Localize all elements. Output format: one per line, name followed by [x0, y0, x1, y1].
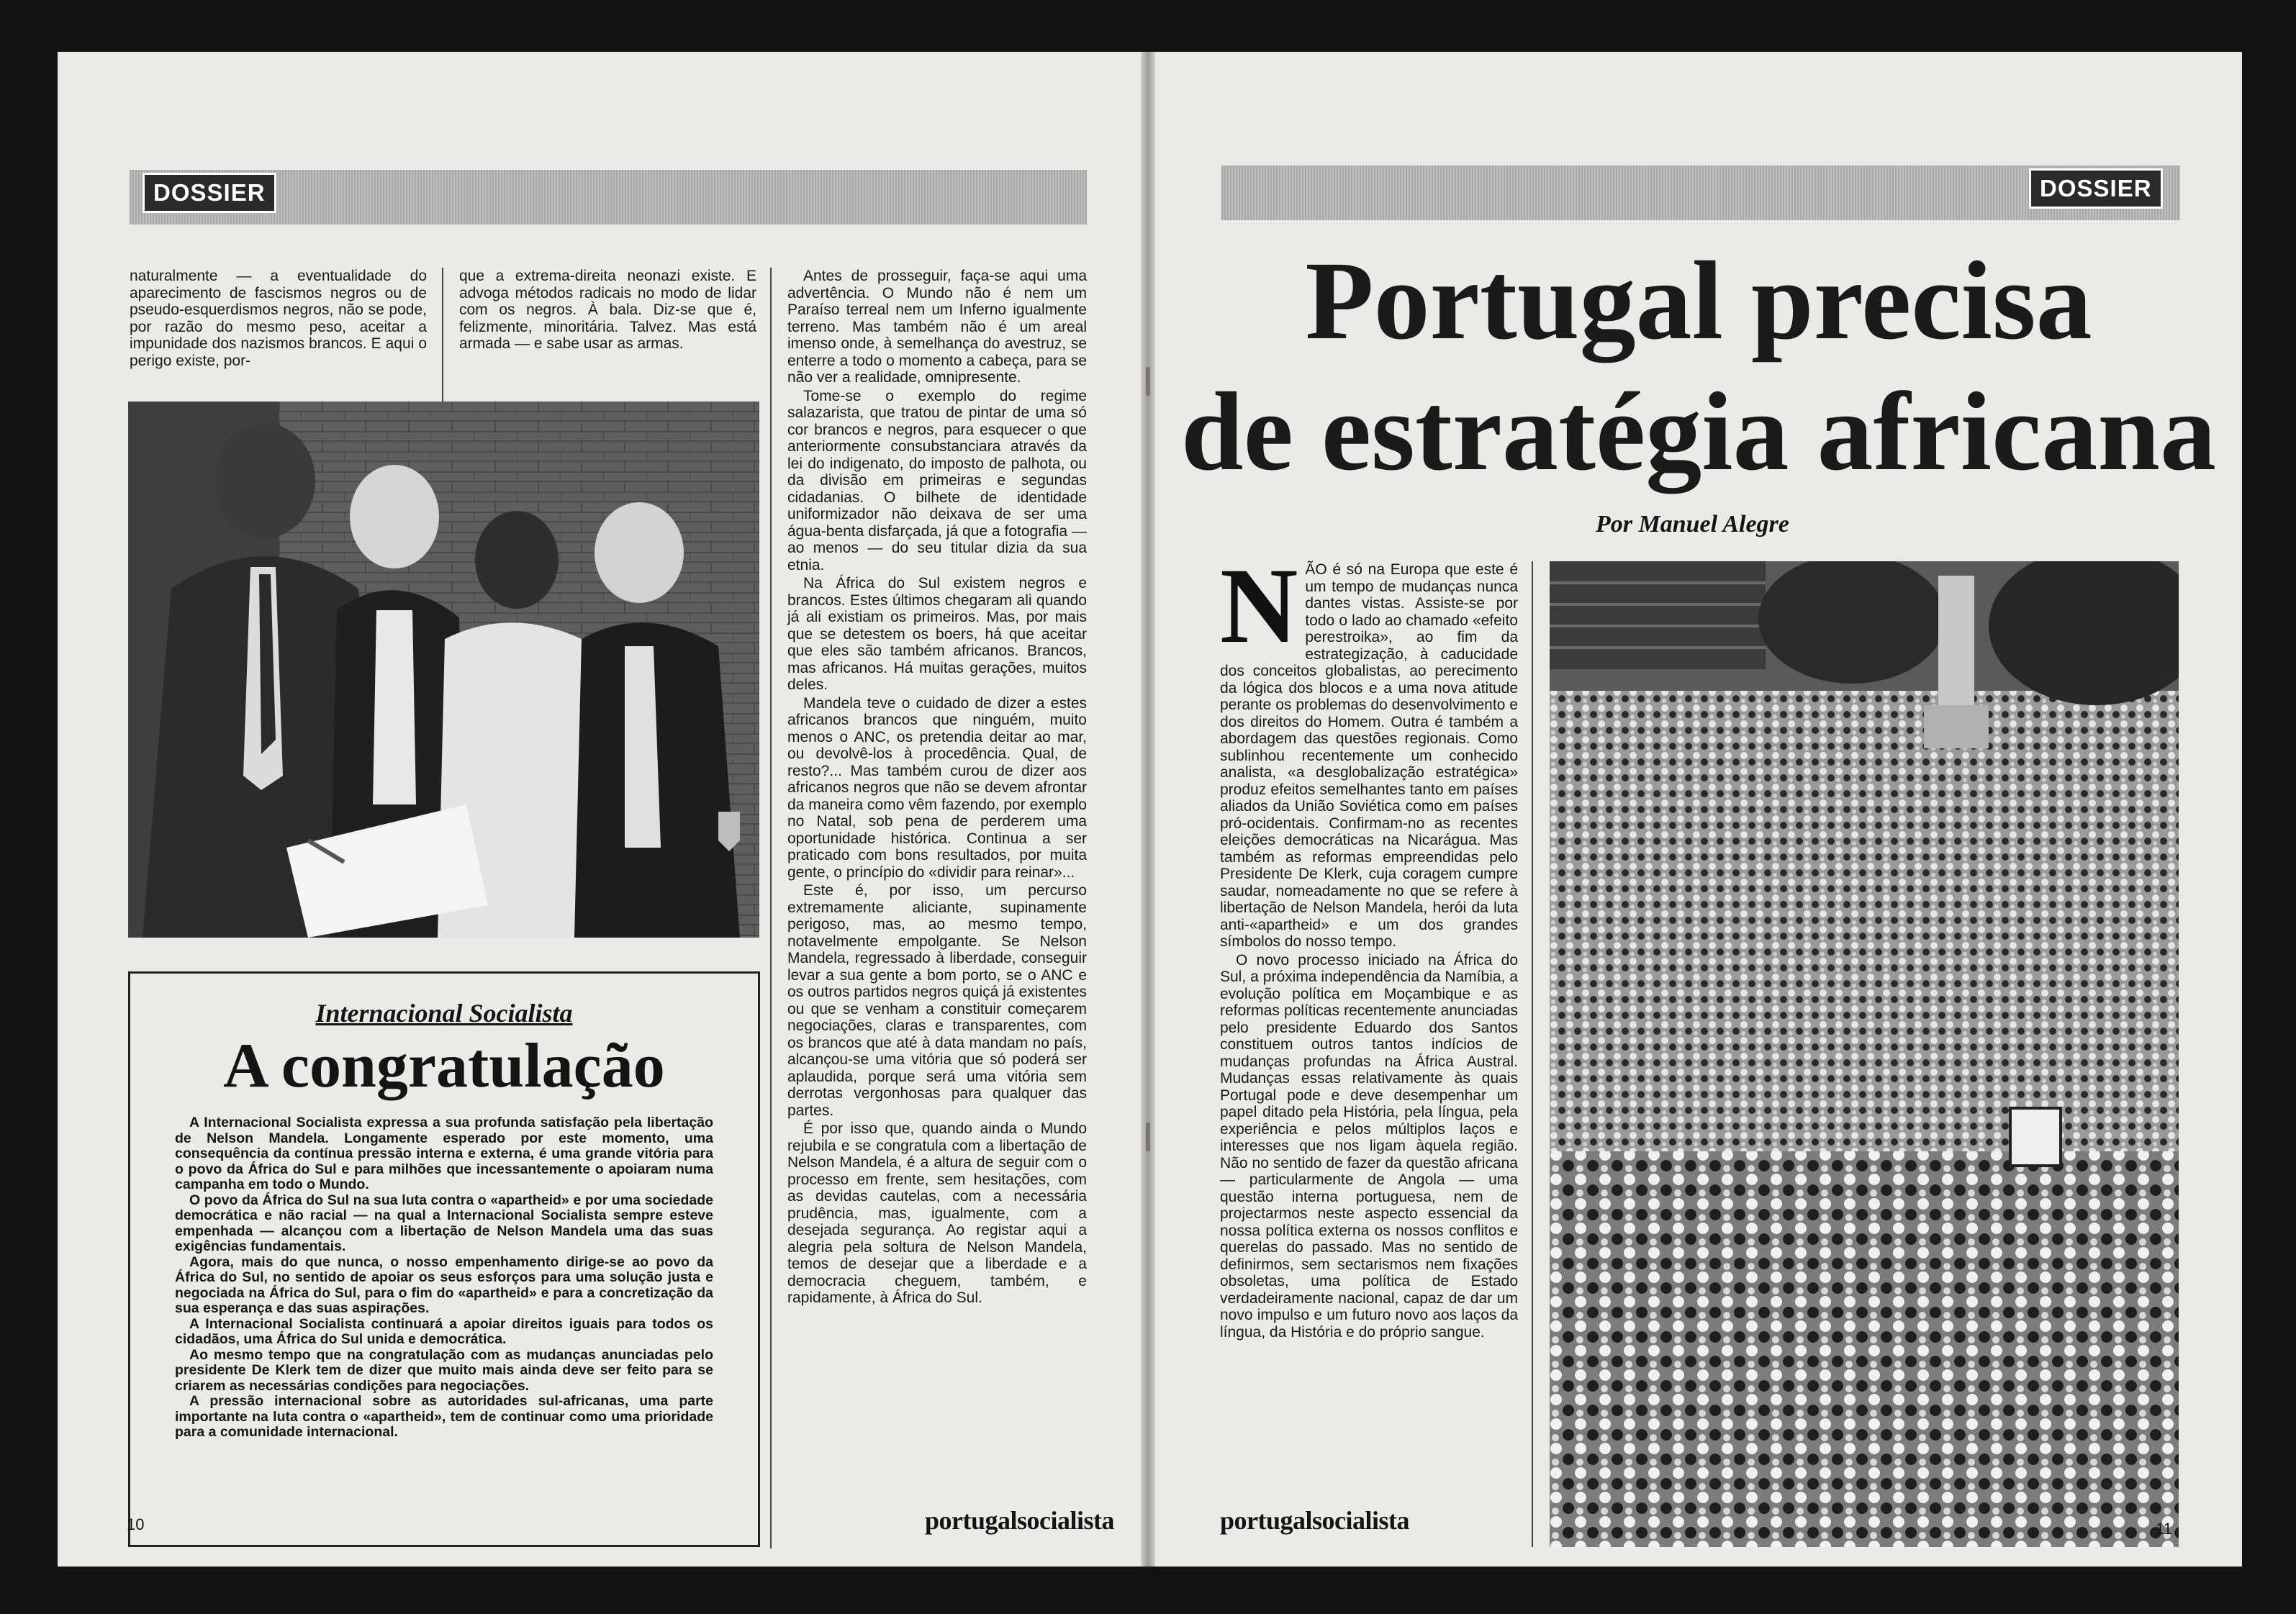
page-number: 11 — [2156, 1520, 2172, 1538]
left-top-column-1 — [130, 268, 427, 371]
left-right-column — [787, 268, 1087, 1308]
staple — [1146, 1123, 1150, 1151]
article-paragraph: Antes de prosseguir, faça-se aqui uma advertência. O Mundo não é nem um Paraíso terreal nem um Inferno igualmente terreno. Mas também não é um areal imenso onde, à semelhança do avestruz, se enterre a todo o momento a cabeça, para se não ver a realidade, omnipresente. — [787, 268, 1087, 386]
spine — [1141, 52, 1155, 1567]
article-intro — [1220, 546, 1518, 951]
column-rule — [770, 268, 772, 1549]
left-top-col1-text: naturalmente — a eventualidade do aparecimento de fascismos negros ou de pseudo-esquerdismos negros, não se pode, por razão do mesmo peso, aceitar a impunidade dos nazismos brancos. E aqui o perigo existe, por- — [130, 268, 427, 369]
article-paragraph: É por isso que, quando ainda o Mundo rejubila e se congratula com a libertação de Nelson Mandela, é a altura de seguir com o processo em frente, sem hesitações, com as devidas cautelas, com a necessária prudência, mas, igualmente, com a desejada segurança. Ao registar aqui a alegria pela soltura de Nelson Mandela, temos de desejar que a liberdade e a democracia cheguem, também, e rapidamente, à África do Sul. — [787, 1120, 1087, 1306]
mandela-signing-photo — [128, 402, 759, 938]
left-top-column-2 — [459, 268, 756, 354]
headline-line-1: Portugal precisa — [1305, 238, 2092, 363]
byline: Por Manuel Alegre — [1596, 511, 1789, 538]
box-title: A congratulação — [223, 1031, 665, 1101]
masthead: portugalsocialista — [1220, 1506, 1410, 1535]
box-paragraph: Ao mesmo tempo que na congratulação com as mudanças anunciadas pelo presidente De Klerk tem de dizer que muito mais ainda deve ser feito para se criarem as necessárias condições para negociações. — [175, 1346, 713, 1394]
staple — [1146, 367, 1150, 396]
article-paragraph: Na África do Sul existem negros e brancos. Estes últimos chegaram ali quando já ali existiam os primeiros. Mas, por mais que se detestem os boers, há que aceitar que eles são também africanos. Brancos, mas africanos. Há muitas gerações, muitos deles. — [787, 575, 1087, 693]
column-rule — [1532, 561, 1533, 1547]
article-paragraph: Tome-se o exemplo do regime salazarista, que tratou de pintar de uma só cor brancos e negros, para esquecer o que anteriormente consubstanciara através da lei do indigenato, do imposto de palhota, ou da divisão em primeiras e segundas cidadanias. O bilhete de identidade uniformizador não deixava de ser uma água-benta disfarçada, já que a fotografia — ao menos — do seu titular dizia da sua etnia. — [787, 387, 1087, 573]
box-paragraph: A pressão internacional sobre as autoridades sul-africanas, uma parte importante na luta contra o «apartheid», tem de continuar como uma prioridade para a comunidade internacional. — [175, 1393, 713, 1440]
box-body — [175, 1115, 713, 1441]
masthead: portugalsocialista — [925, 1506, 1115, 1535]
drop-cap: N — [1220, 546, 1298, 666]
box-paragraph: O povo da África do Sul na sua luta contra o «apartheid» e por uma sociedade democrática e não racial — na qual a Internacional Socialista sempre esteve empenhada — alcançou com a libertação de Nelson Mandela uma das suas exigências fundamentais. — [175, 1192, 713, 1254]
article-paragraph: O novo processo iniciado na África do Sul, a próxima independência da Namíbia, a evolução política em Moçambique e as reformas políticas recentemente anunciadas pelo presidente Eduardo dos Santos constituem outros tantos indícios de mudanças profundas na África Austral. Mudanças essas relativamente às quais Portugal pode e deve desempenhar um papel ditado pela História, pela língua, pela experiência e pelos múltiplos laços e interesses que nos ligam àquela região. Não no sentido de fazer da questão africana — particularmente de Angola — uma questão interna portuguesa, nem de projectarmos neste aspecto essencial da nossa política externa os nossos conflitos e querelas do passado. Mas no sentido de definirmos, sem sectarismos nem fixações obsoletas, uma política de Estado verdadeiramente nacional, capaz de dar um novo impulso e um futuro novo aos laços da língua, da História e do próprio sangue. — [1220, 951, 1518, 1341]
box-paragraph: Agora, mais do que nunca, o nosso empenhamento dirige-se ao povo da África do Sul, no sentido de apoiar os seus esforços para uma solução justa e negociada na África do Sul, para o fim do «apartheid» e para a concretização da sua esperança e das suas aspirações. — [175, 1253, 713, 1316]
internacional-socialista-box — [128, 971, 760, 1547]
right-article-column — [1220, 546, 1518, 1342]
photo-illustration — [128, 402, 759, 938]
crowd-illustration — [1550, 561, 2179, 1547]
left-page — [58, 52, 1141, 1567]
dossier-tag: DOSSIER — [2029, 168, 2163, 209]
page-number: 10 — [127, 1515, 145, 1533]
box-kicker: Internacional Socialista — [315, 999, 573, 1028]
left-top-col2-text: que a extrema-direita neonazi existe. E advoga métodos radicais no modo de lidar com os negros. À bala. Diz-se que é, felizmente, minoritária. Talvez. Mas está armada — e sabe usar as armas. — [459, 268, 756, 352]
article-intro-text: ÃO é só na Europa que este é um tempo de mudanças nunca dantes vistas. Assiste-se por todo o lado ao chamado «efeito perestroika», ao fim da estrategização, à caducidade dos conceitos globalistas, ao perecimento da lógica dos blocos e a uma nova atitude perante os problemas do desenvolvimento e dos direitos do Homem. Outra é também a abordagem das questões regionais. Como sublinhou recentemente um conhecido analista, «a desglobalização estratégica» produz efeitos semelhantes tanto em países aliados da União Soviética como em países pró-ocidentais. Confirmam-no as recentes eleições democráticas na Nicarágua. Mas também as reformas empreendidas pelo Presidente De Klerk, cuja coragem cumpre saudar, nomeadamente no que se refere à libertação de Nelson Mandela, herói da luta anti-«apartheid» e um dos grandes símbolos do nosso tempo. — [1220, 561, 1518, 950]
box-paragraph: A Internacional Socialista expressa a sua profunda satisfação pela libertação de Nelson Mandela. Longamente esperado por este momento, uma consequência da contínua pressão interna e externa, é uma grande vitória para o povo da África do Sul e para milhões que incessantemente o apoiaram numa campanha em todo o Mundo. — [175, 1115, 713, 1192]
dossier-tag: DOSSIER — [143, 173, 276, 213]
headline-line-2: de estratégia africana — [1180, 369, 2217, 494]
box-paragraph: A Internacional Socialista continuará a apoiar direitos iguais para todos os cidadãos, uma África do Sul unida e democrática. — [175, 1315, 713, 1347]
article-paragraph: Mandela teve o cuidado de dizer a estes africanos brancos que ninguém, muito menos o ANC, os pretendia deitar ao mar, ou devolvê-los à procedência. Qual, de resto?... Mas também curou de dizer aos africanos negros que não se devem afrontar da maneira como vêm fazendo, por exemplo no Natal, sob pena de perderem uma oportunidade histórica. Continua a ser praticado com bons resultados, por muita gente, o princípio do «dividir para reinar»... — [787, 694, 1087, 881]
crowd-photo — [1550, 561, 2179, 1547]
right-page — [1155, 52, 2242, 1567]
article-paragraph: Este é, por isso, um percurso extremamente aliciante, supinamente perigoso, mas, ao mesmo tempo, notavelmente empolgante. Se Nelson Mandela, regressado à liberdade, conseguir levar a sua gente a bom porto, se o ANC e os outros partidos negros quiçá já existentes ou que se venham a constituir começarem negociações, claras e transparentes, com os brancos que até à data mandam no país, alcançou-se uma vitória que só poderá ser aplaudida, porque será uma vitória sem derrotas vergonhosas para qualquer das partes. — [787, 882, 1087, 1119]
